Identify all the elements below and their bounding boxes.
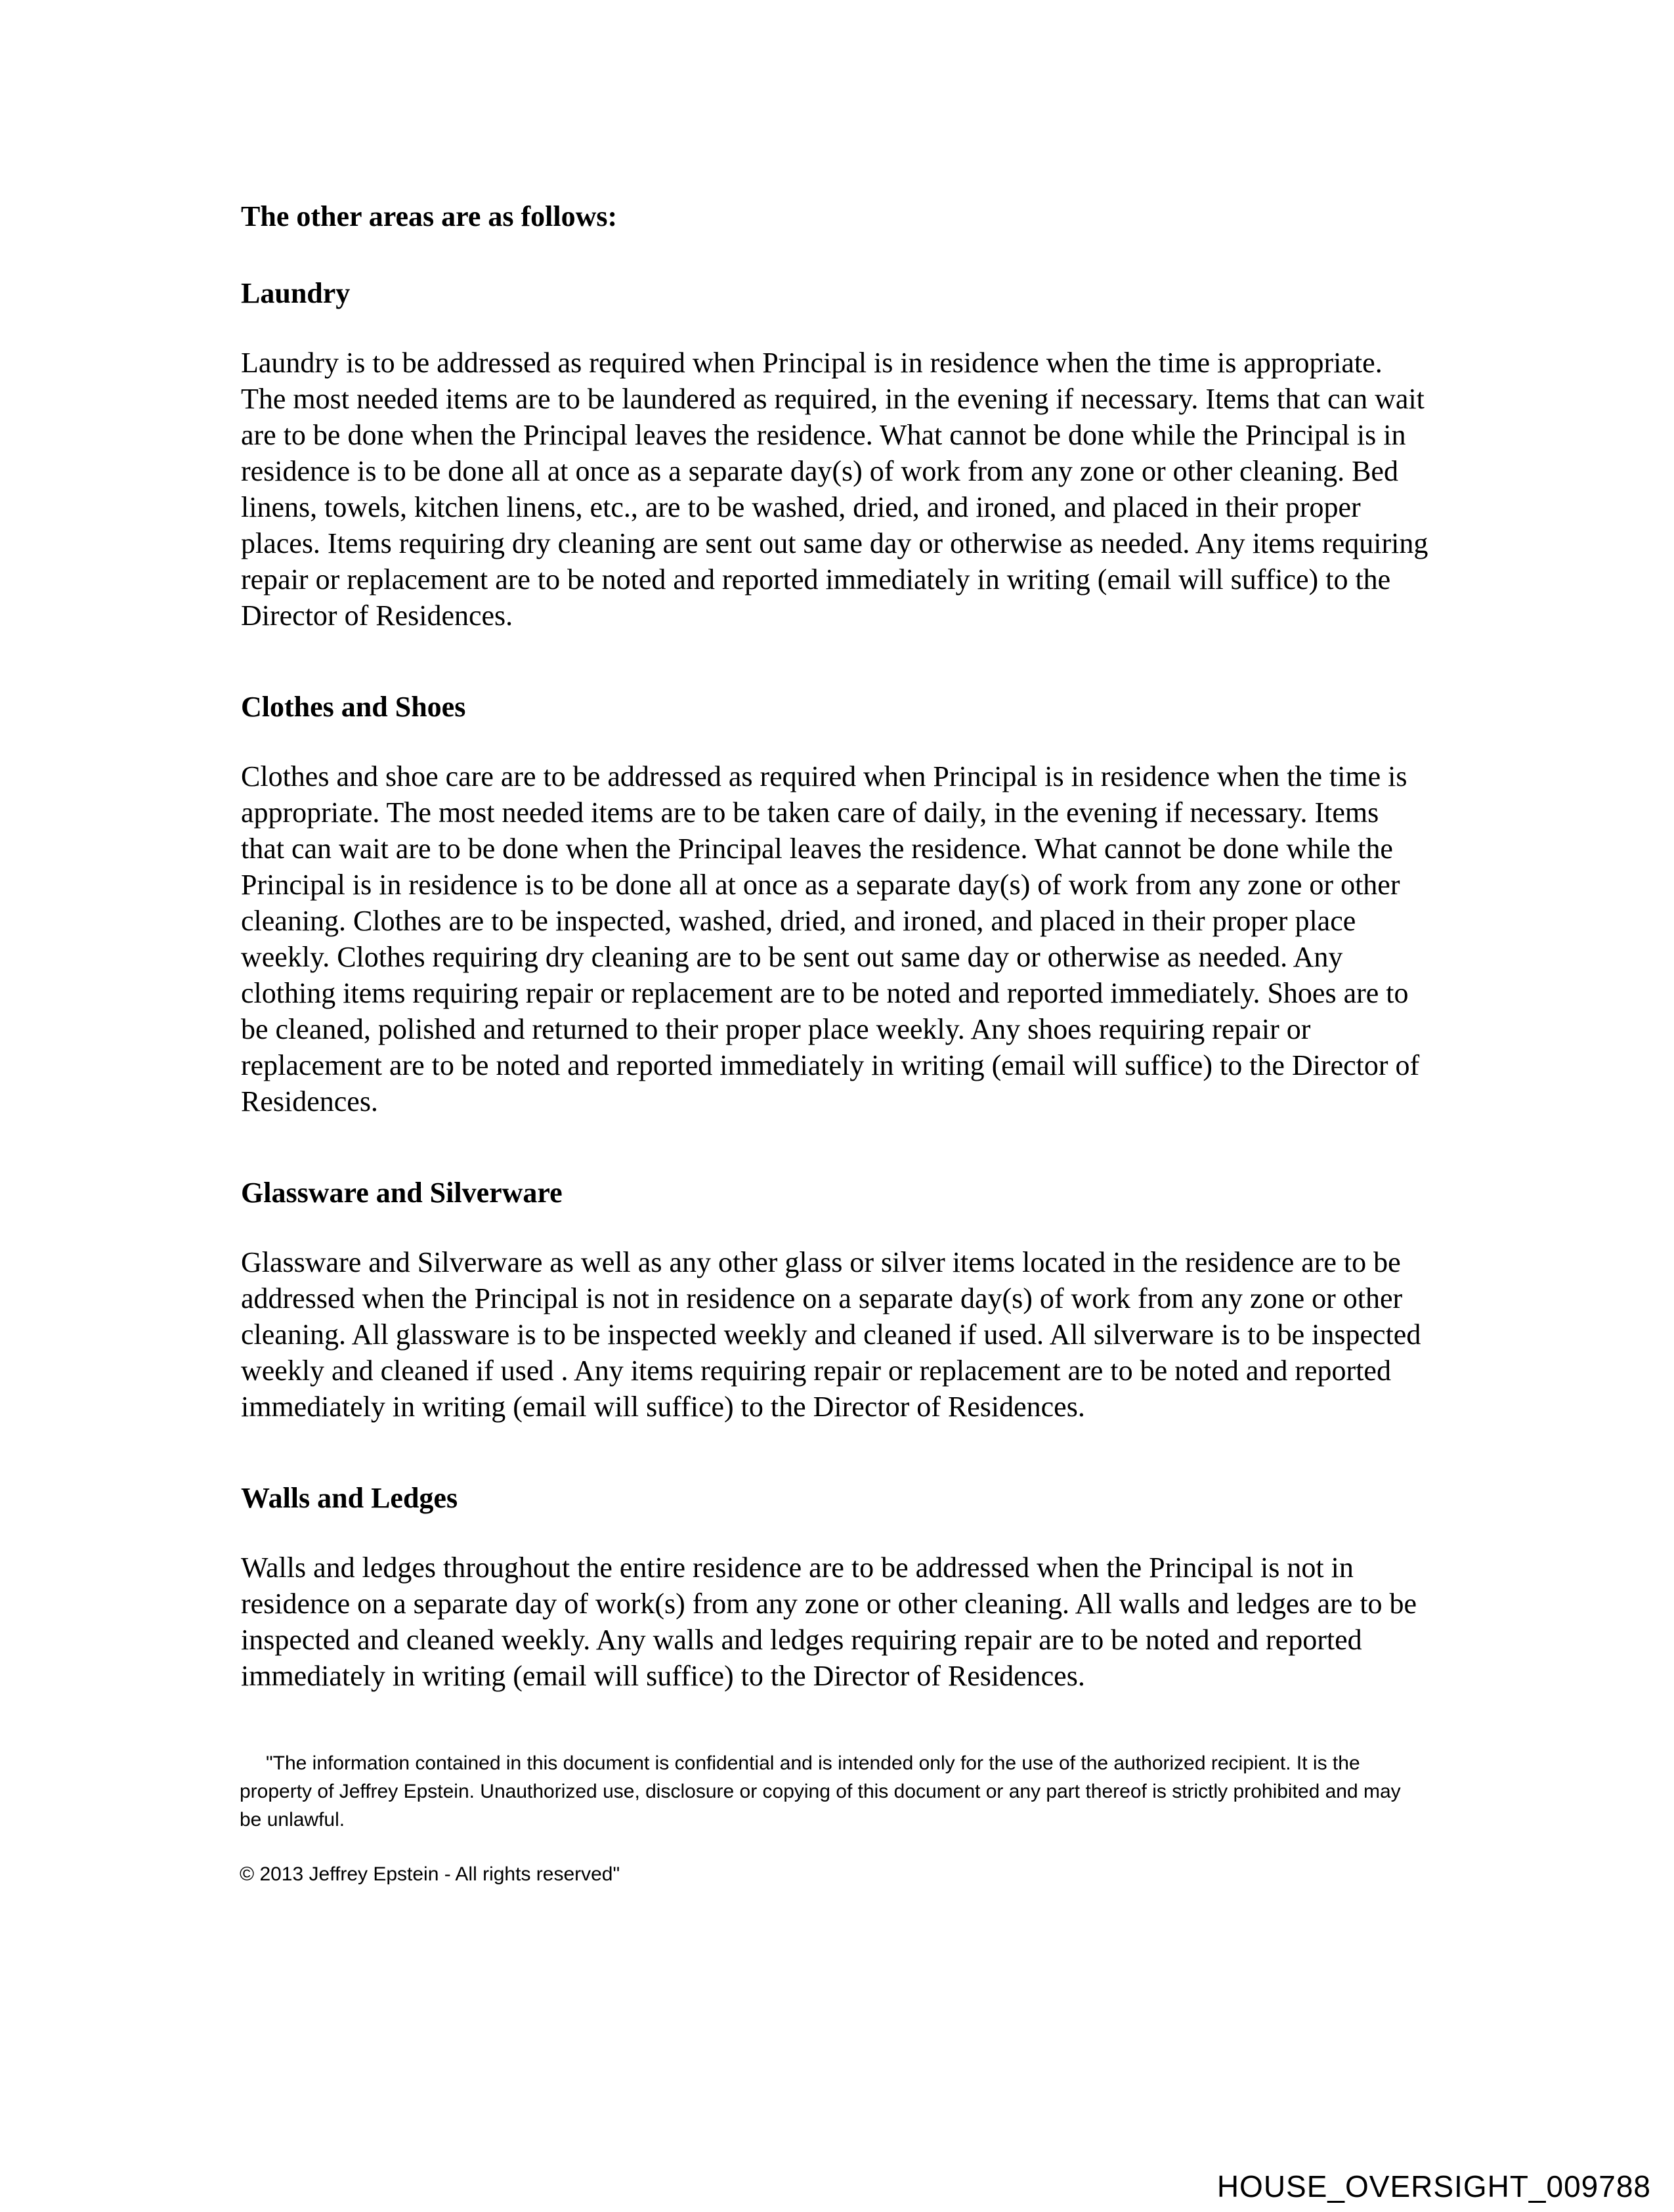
copyright-line: © 2013 Jeffrey Epstein - All rights reserved" (240, 1863, 620, 1885)
confidential-notice-text: "The information contained in this document is confidential and is intended only for the use of the authorized recipient. It is the property of Jeffrey Epstein. Unauthorized use, disclosure or copying of this document or any part thereof is strictly prohibited and may be unlawful. (240, 1752, 1401, 1831)
document-content (241, 198, 1429, 1888)
section-walls-and-ledges (241, 1480, 1429, 1694)
section-heading-glassware-and-silverware: Glassware and Silverware (241, 1177, 563, 1209)
section-body-clothes-and-shoes: Clothes and shoe care are to be addressed as required when Principal is in residence when the time is appropriate. The most needed items are to be taken care of daily, in the evening if necessary. Items that can wait are to be done when the Principal leaves the residence. What cannot be done while the Principal is in residence is to be done all at once as a separate day(s) of work from any zone or other cleaning. Clothes are to be inspected, washed, dried, and ironed, and placed in their proper place weekly. Clothes requiring dry cleaning are to be sent out same day or otherwise as needed. Any clothing items requiring repair or replacement are to be noted and reported immediately. Shoes are to be cleaned, polished and returned to their proper place weekly. Any shoes requiring repair or replacement are to be noted and reported immediately in writing (email will suffice) to the Director of Residences. (241, 760, 1420, 1117)
intro-heading: The other areas are as follows: (241, 200, 618, 232)
section-body-glassware-and-silverware: Glassware and Silverware as well as any other glass or silver items located in the residence are to be addressed when the Principal is not in residence on a separate day(s) of work from any zone or other cleaning. All glassware is to be inspected weekly and cleaned if used. All silverware is to be inspected weekly and cleaned if used . Any items requiring repair or replacement are to be noted and reported immediately in writing (email will suffice) to the Director of Residences. (241, 1246, 1421, 1423)
section-heading-walls-and-ledges: Walls and Ledges (241, 1482, 458, 1514)
bates-number: HOUSE_OVERSIGHT_009788 (1216, 2169, 1651, 2203)
section-glassware-and-silverware (241, 1175, 1429, 1425)
section-body-laundry: Laundry is to be addressed as required when Principal is in residence when the time is appropriate. The most needed items are to be laundered as required, in the evening if necessary. Items that can wait are to be done when the Principal leaves the residence. What cannot be done while the Principal is in residence is to be done all at once as a separate day(s) of work from any zone or other cleaning. Bed linens, towels, kitchen linens, etc., are to be washed, dried, and ironed, and placed in their proper places. Items requiring dry cleaning are sent out same day or otherwise as needed. Any items requiring repair or replacement are to be noted and reported immediately in writing (email will suffice) to the Director of Residences. (241, 347, 1428, 632)
confidentiality-footer (241, 1749, 1429, 1888)
section-body-walls-and-ledges: Walls and ledges throughout the entire residence are to be addressed when the Principal is not in residence on a separate day of work(s) from any zone or other cleaning. All walls and ledges are to be inspected and cleaned weekly. Any walls and ledges requiring repair are to be noted and reported immediately in writing (email will suffice) to the Director of Residences. (241, 1551, 1417, 1692)
section-heading-clothes-and-shoes: Clothes and Shoes (241, 691, 466, 723)
section-laundry (241, 275, 1429, 634)
section-heading-laundry: Laundry (241, 277, 351, 309)
section-clothes-and-shoes (241, 689, 1429, 1119)
